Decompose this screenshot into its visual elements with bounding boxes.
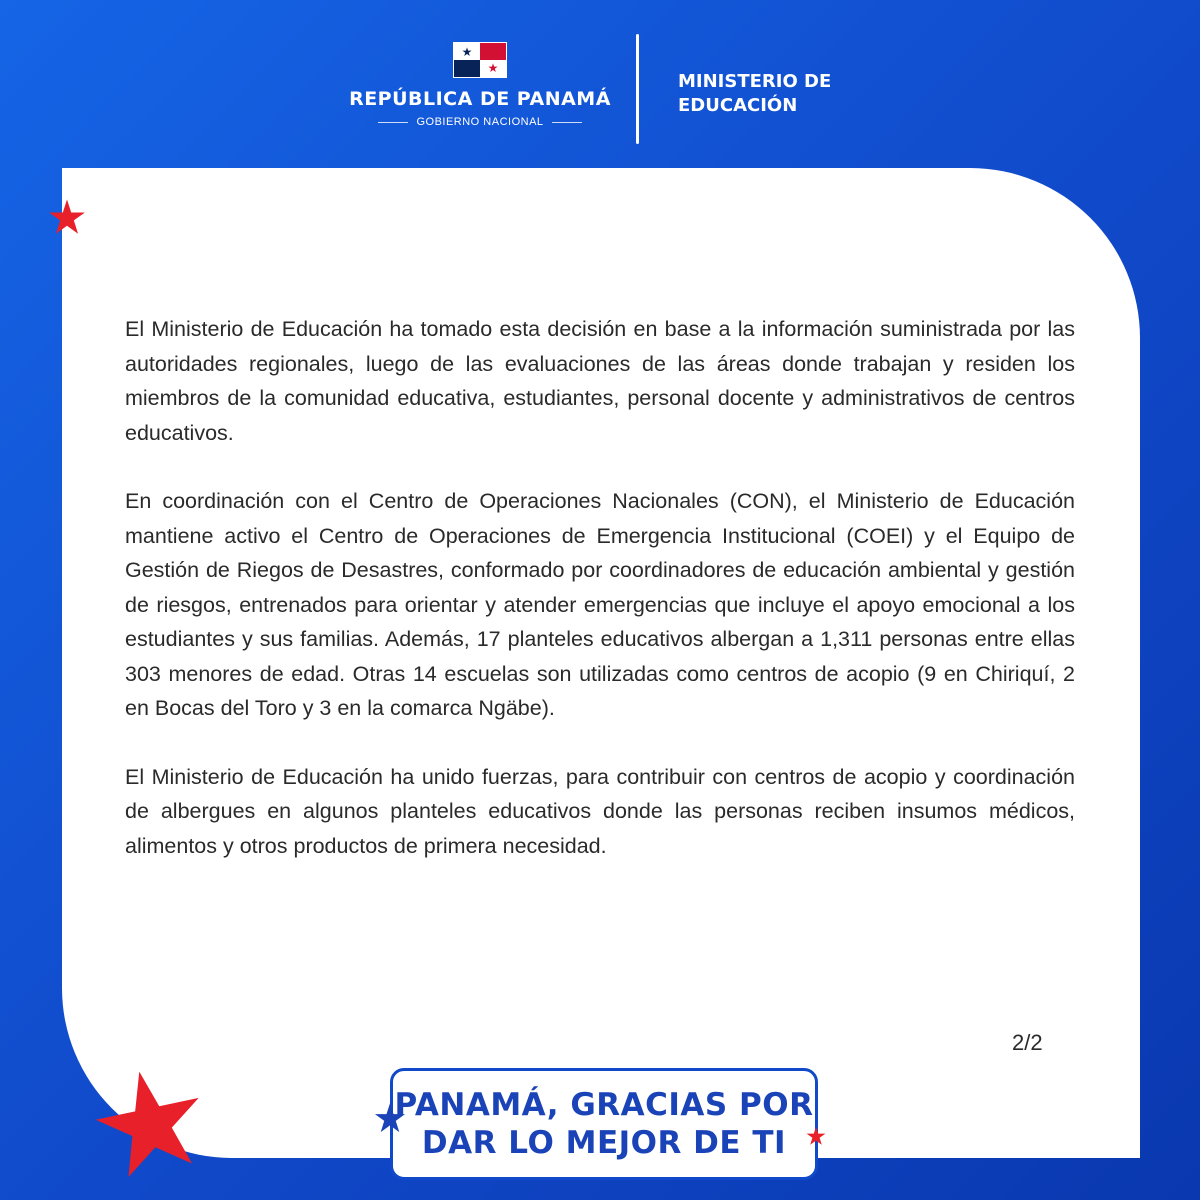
panama-flag-icon: ★ ★ [453, 42, 507, 78]
red-star-icon [48, 198, 86, 236]
paragraph-2: En coordinación con el Centro de Operaciones Nacionales (CON), el Ministerio de Educación mantiene activo el Centro de Operaciones de Emergencia Institucional (COEI) y el Equipo de Gestión de Riegos de Desastres, conformado por coordinadores de educación ambiental y gestión de riesgos, entrenados para orientar y atender emergencias que incluye el apoyo emocional a los estudiantes y sus familias. Además, 17 planteles educativos albergan a 1,311 personas entre ellas 303 menores de edad. Otras 14 escuelas son utilizadas como centros de acopio (9 en Chiriquí, 2 en Bocas del Toro y 3 en la comarca Ngäbe). [125, 489, 1075, 720]
ministry-line-1: MINISTERIO DE [678, 71, 832, 92]
decorative-line [552, 122, 582, 123]
slogan-line-1: PANAMÁ, GRACIAS POR [394, 1087, 814, 1123]
red-star-icon [806, 1126, 826, 1146]
slogan-line-2: DAR LO MEJOR DE TI [421, 1125, 787, 1161]
government-subtitle: GOBIERNO NACIONAL [416, 116, 544, 128]
ministry-name [678, 70, 831, 118]
header [0, 30, 1200, 150]
paragraph-1: El Ministerio de Educación ha tomado esta decisión en base a la información suministrada por las autoridades regionales, luego de las evaluaciones de las áreas donde trabajan y residen los miembros de la comunidad educativa, estudiantes, personal docente y administrativos de centros educativos. [125, 317, 1075, 445]
government-logo [340, 42, 620, 128]
ministry-line-2: EDUCACIÓN [678, 95, 798, 116]
slogan-box [390, 1068, 818, 1180]
header-divider [636, 34, 639, 144]
paragraph-3: El Ministerio de Educación ha unido fuerzas, para contribuir con centros de acopio y coordinación de albergues en algunos planteles educativos donde las personas reciben insumos médicos, alimentos y otros productos de primera necesidad. [125, 764, 1075, 858]
blue-star-icon [374, 1102, 406, 1134]
page-number: 2/2 [1012, 1030, 1043, 1055]
decorative-line [378, 122, 408, 123]
government-subtitle-row [340, 116, 620, 128]
country-name: REPÚBLICA DE PANAMÁ [349, 88, 611, 110]
body-text [125, 312, 1075, 897]
red-star-icon [94, 1066, 206, 1178]
